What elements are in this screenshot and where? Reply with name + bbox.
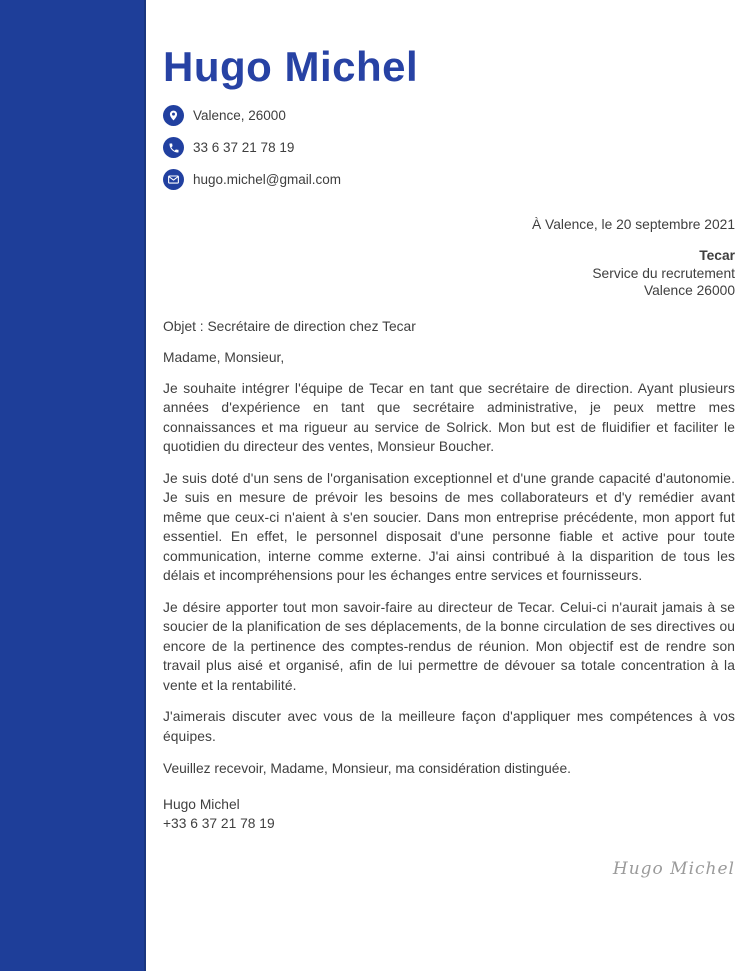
paragraph-1: Je souhaite intégrer l'équipe de Tecar en tant que secrétaire de direction. Ayant plusieurs années d'expérience en tant que secrétaire administrative, je peux mettre mes connaissances et ma rigueur au service de Solrick. Mon but est de fluidifier et faciliter le quotidien du directeur des ventes, Monsieur Boucher. — [163, 380, 735, 454]
contact-row-location — [163, 105, 735, 126]
date-line: À Valence, le 20 septembre 2021 — [532, 217, 735, 232]
recipient-company: Tecar — [699, 248, 735, 263]
email-label: hugo.michel@gmail.com — [193, 172, 342, 187]
left-accent-bar — [0, 0, 146, 971]
phone-label: 33 6 37 21 78 19 — [193, 140, 295, 155]
location-label: Valence, 26000 — [193, 108, 286, 123]
contact-row-phone — [163, 137, 735, 158]
handwritten-signature: Hugo Michel — [612, 859, 735, 879]
paragraph-3: Je désire apporter tout mon savoir-faire au directeur de Tecar. Celui-ci n'aurait jamais à se soucier de la planification de ses déplacements, de la bonne circulation de ses directives ou encore de la pertinence des comptes-rendus de réunion. Mon objectif est de rendre son travail plus aisé et organisé, afin de lui permettre de dévouer sa totale concentration à la vente et la rentabilité. — [163, 599, 735, 693]
letter-content — [163, 0, 735, 879]
location-pin-icon — [163, 105, 184, 126]
recipient-block — [163, 247, 735, 300]
paragraph-2: Je suis doté d'un sens de l'organisation exceptionnel et d'une grande capacité d'autonomie. Je suis en mesure de prévoir les besoins de mes collaborateurs et d'y remédier avant même que ceux-ci n'aient à s'en soucier. Dans mon entreprise précédente, mon apport fut essentiel. En effet, le personnel disposait d'une personne fiable et active pour toute communication, interne comme externe. J'ai ainsi contribué à la disparition de tous les délais et incompréhensions pour les échanges entre services et fournisseurs. — [163, 470, 735, 583]
applicant-name: Hugo Michel — [163, 43, 419, 90]
signature-block — [163, 795, 735, 833]
recipient-department: Service du recrutement — [592, 265, 735, 281]
phone-icon — [163, 137, 184, 158]
email-icon — [163, 169, 184, 190]
contact-list — [163, 105, 735, 190]
paragraph-4: J'aimerais discuter avec vous de la meilleure façon d'appliquer mes compétences à vos équipes. — [163, 709, 735, 744]
closing-line: Veuillez recevoir, Madame, Monsieur, ma considération distinguée. — [163, 761, 571, 776]
contact-row-email — [163, 169, 735, 190]
signature-name: Hugo Michel — [163, 797, 240, 812]
signature-phone: +33 6 37 21 78 19 — [163, 816, 275, 831]
recipient-city: Valence 26000 — [643, 283, 735, 298]
subject-line: Objet : Secrétaire de direction chez Tecar — [163, 318, 416, 334]
salutation: Madame, Monsieur, — [163, 349, 285, 365]
